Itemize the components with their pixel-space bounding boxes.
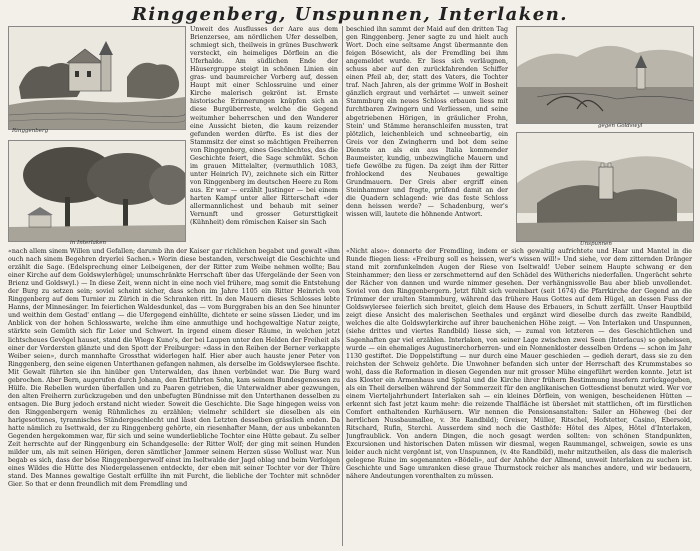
ruin-illustration xyxy=(517,133,693,241)
engraving-ringgenberg xyxy=(8,26,186,130)
caption-mid-left: in Interlaken xyxy=(70,240,107,246)
engraving-goldswyl xyxy=(516,26,694,124)
caption-mid-right: Unspunnen xyxy=(580,241,612,247)
paragraph: «nach allem sinem Willen und Gefallen; darumb ihn der Kaiser gar richlichen begabet und gewalt «ihm ouch nach sinem Begehren dryerlei Sachen.» Worin diese bestanden, verschweigt die Geschichte und erzählt die Sage. (Edelsprechung einer Leibeigenen, der der Ritter zum Weibe nehmen wollte; Bau einer Kirche auf dem Goldswylerhügel; unumschränkte Herrschaft über das Ufergelände der Seen von Brienz und Goldswyl.) — In diese Zeit, wenn nicht in eine noch viel frühere, mag somit die Entstehung der Burg zu setzen sein; soviel scheint sicher, dass schon im Jahre 1105 ein Ritter Heinrich von Ringgenberg auf dem Turnier zu Zürich in die Schranken ritt. In den Mauern dieses Schlosses lebte Hanns, der Minnesänger. Im feierlichen Waldesdunkel, das — vom Burggraben bis an den See hinunter und weithin dem Gestad' entlang — die Ufergegend einhüllte, dichtete er seine süssen Lieder, und im Anblick von der hohen Schlosswarte, welche ihm eine anmuthige und hochgewaltige Natur zeigte, stärkte sein Gemüth sich für Leier und Schwert. In irgend einem dieser Räume, in welchen jetzt lichtscheues Gevögel hauset, stand die Wiege Kuno's, der bei Laupen unter den Helden der Freiheit als einer der Vordersten glänzte und den Spott der Freiburger: «dass in den Reihen der Berner verkappte Weiber seien», durch mannhafte Grossthat widerlegen half. Hier aber auch hauste jener Peter von Ringgenberg, den seine eigenen Unterthanen gefangen nahmen, als derselbe im Goldswylersee fischte. Mit Gewalt führten sie ihn hinüber gen Unterwalden, das ihnen verbündet war. Die Burg ward gebrochen. Aber Bern, augerufen durch Johann, den Entführten Sohn, kam seinem Bundesgenossen zu Hülfe. Die Rebellen wurden überfallen und zu Paaren getrieben, die Unterwaldner aber gezwungen, den alten Freiherrn zurückzugeben und den unbefugten Bündnisse mit den Unterthanen desselben zu entsagen. Die Burg jedoch erstand nicht wieder. Soweit die Geschichte. Die Sage hingegen weiss von den Ringgenbergern wenig Rühmliches zu erzählen; vielmehr schildert sie dieselben als ein harigesottenes, tyrannisches Ständergeschlecht und lässt den Letzten desselben grässlich enden. Da hatte nämlich zu Isettwald, der zu Ringgenberg gehörte, ein riesenhafter Mann, der aus unbekannten Gegenden hergekommen war, für sich und seine wunderliebliche Tochter eine Hütte gebaut. Zu selber Zeit herrschte auf der Ringgenburg ein Schandgeselle: der Ritter Wolf; der ging mit seinen Hunden milder um, als mit seinen Hörigen, deren sämtlicher Jammer seinem Herzen süsse Wollust war. Nun begab es sich, dass der böse Ringgenbergerwolf einst im Iseltwalde der Jagd oblag und beim Verfolgen eines Wildes die Hütte des Niedergelassenen entdeckte, der eben mit seiner Tochter vor der Thüre stand. Des Mannes gewaltige Gestalt erfüllte ihn mit Furcht, die liebliche der Tochter mit schnöder Gier. So that er denn freundlich mit dem Fremdling und xyxy=(8,248,340,489)
caption-top-left: Ringgenberg xyxy=(12,128,49,134)
church-illustration xyxy=(517,27,693,123)
text-column-middle xyxy=(346,26,508,244)
text-column-lower-left xyxy=(8,248,340,546)
column-divider xyxy=(342,26,343,546)
paragraph: «Nicht also»: donnerte der Fremdling, indem er sich gewaltig aufrichtete und Haar und Mantel in die Runde fliegen liess: «Freiburg soll es heissen, wer's wissen will!» Und siehe, vor dem zitternden Dränger stand mit zornfunkelnden Augen der Riese von Iseltwald! Ueber seinem Haupte schwang er den Steinhammer; den liess er zerschmetternd auf den Schädel des Wütherichs niederfallen. Ungerächt sehrte der Rächer von dannen und wurde nimmer gesehen. Der verhängnissvolle Bau aber blieb unvollendet. Soviel von den Ringgenbergern. Jetzt fühlt sich vereinbart (seit 1674) die Pfarrkirche der Gegend an die Trümmer der uralten Stammburg, während das frühere Haus Gottes auf dem Hügel, an dessen Fuss der Goldswylersee feierlich sich breitet, gleich dem Hause des Erbauers, in Schutt zerfällt. Unser Hauptbild zeigt diese Ansicht des malerischen Seethales und ergänzt wird dieselbe durch das zweite Randbild, welches die alte Goldswylerkirche auf ihrer bauchenichen Höhe zeigt. — Von Interlaken und Unspunnen, (siehe drittes und viertes Randbild) liesse sich, — zumal von letzteren — des Geschichtlichen und Sagenhaften gar viel erzählen. Interlaken, von seiner Lage zwischen zwei Seen (Interlacus) so geheissen, wurde — ein ehemaliges Augustinerchorherren- und ein Nonnenkloster desselben Ordens — schon im Jahr 1130 gestiftet. Die Doppelstiftung — nur durch eine Mauer geschieden — gedieh derart, dass sie zu den reichsten der Schweiz gehörte. Die Unwohner befanden sich unter der Herrschaft des Krummstabes so wohl, dass die Reformation in diesen Gegenden nur mit grosser Mühe eingeführt werden konnte. Jetzt ist das Kloster ein Armenhaus und Spital und die Kirche ihrer frühern Bestimmung insofern zurückgegeben, als ein Theil derselben während der Sommerzeit für den anglikanischen Gottesdienst benutzt wird. Wer vor einem Vierteljahrhundert Interlaken sah — ein kleines Dörflein, von wenigen, bescheidenen Hütten — erkennt sich fast jetzt kaum mehr: die reizende Thalfläche ist übersäet mit stattlichen, oft im fürstlichen Comfort enthaltenden Kurhäusern. Wir nennen die Pensionsanstalten: Sailer an Höheweg (bei der herrlichen Nussbaumallee, v. 3te Randbild); Greiser, Müller, Ritschel, Hofstetter, Casino, Ebersold, Ritschard, Rufin, Sterchi. Ausserdem sind noch die Gasthöfe: Hôtel des Alpes, Hôtel d'Interlaken, Jungfraublick. Von andern Dingen, die noch gesagt werden sollten: von schönen Standpunkten, Excursionen und historischen Daten müssen wir diesmal, wegen Raummangel, schweigen, sowie es uns leider auch nicht vergönnt ist, von Unspunnen, (v. 4te Randbild), mehr mitzutheilen, als dass die malerisch gelegene Ruine im sogenannten «Bödeli», auf der Anhöhe der Allmend, unweit Interlaken zu suchen ist. Geschichte und Sage umranken diese graue Thurmstock reicher als manches andere, und wir bedauern, nähere Andeutungen vorenthalten zu müssen. xyxy=(346,248,692,481)
paragraph: beschied ihn sammt der Maid auf den dritten Tag gen Ringgenberg. Jener sagte zu und hielt auch Wort. Doch eine seltsame Angst übermannte den feigen Bösewicht, als der Fremdling bei ihm angemeldet wurde. Er liess sich verläugnen, schuss aber auf den zurückfahrenden Schiffer einen Pfeil ab, der, statt des Vaters, die Tochter traf. Nach Jahren, als der grimme Wolf in Bosheit gänzlich ergraut und verhärtet — unweit seiner Stammburg ein neues Schloss erbauen liess mit furchtbaren Zwingern und Verliessen, und seine abgetriebenen Hörigen, in gräulicher Frohn, Stein' und Stämme heranschleifen mussten, trat plötzlich, leichenbleich und schneebartig, ein Greis vor den Zwingherrn und bot dem seine Dienste an als ein aus Italia kommender Baumeister, kundig, unbezwingliche Mauern und tiefe Gewölbe zu fügen. Da zeigt ihm der Ritter frohlockend des Neubaues gewaltige Grundmauern. Der Greis aber ergriff einen Steinhammer und fragte, prüfend damit an der die Quadern schlagend: wie das feste Schloss denn heissen werde? — Schadenburg, wer's wissen will, lautete die höhnende Antwort. xyxy=(346,26,508,219)
trees-illustration xyxy=(9,141,185,241)
paragraph: Unweit des Ausflusses der Aare aus dem Brienzersee, am nördlichen Ufer desselben, schmiegt sich, theilweis in grünes Buschwerk versteckt, ein heimeliges Dörflein an die Uferhalde. Am südlichen Ende der Häusergruppe steigt in schönen Linien ein gras- und baumreicher Vorberg auf, dessen Haupt mit einer Schlossruine und einer Kirche malerisch gekrönt ist. Ernste historische Erinnerungen knüpfen sich an diese Burgüberreste, welche die Gegend weitumher beherrschen und den Wanderer eine Aussicht bieten, die kaum reizender gefunden werden dürfte. Es ist dies der Stammsitz der einst so mächtigen Freiherren von Ringgenberg, eines Geschlechtes, das die Geschichte feiert, die Sage schmükt. Schon im grauen Mittelalter, (vermuthlich 1083, unter Heinrich IV), zeichnete sich ein Ritter von Ringgenberg im deutschen Heere zu Rom aus. Er war — erzählt Justinger — bei einem harten Kampf unter aller Ritterschaft «der allermannlichest und behaub mit seiner Vernunft und grosser Getursttigkeit (Kühnheit) dem römischen Kaiser sin Sach xyxy=(190,26,338,227)
page-title: Ringgenberg, Unspunnen, Interlaken. xyxy=(131,4,569,25)
engraving-interlaken xyxy=(8,140,186,242)
text-column-left xyxy=(190,26,338,244)
castle-illustration xyxy=(9,27,185,129)
engraving-unspunnen xyxy=(516,132,694,242)
text-column-lower-right xyxy=(346,248,692,546)
caption-top-right: gegen Goldswyl xyxy=(598,123,643,129)
